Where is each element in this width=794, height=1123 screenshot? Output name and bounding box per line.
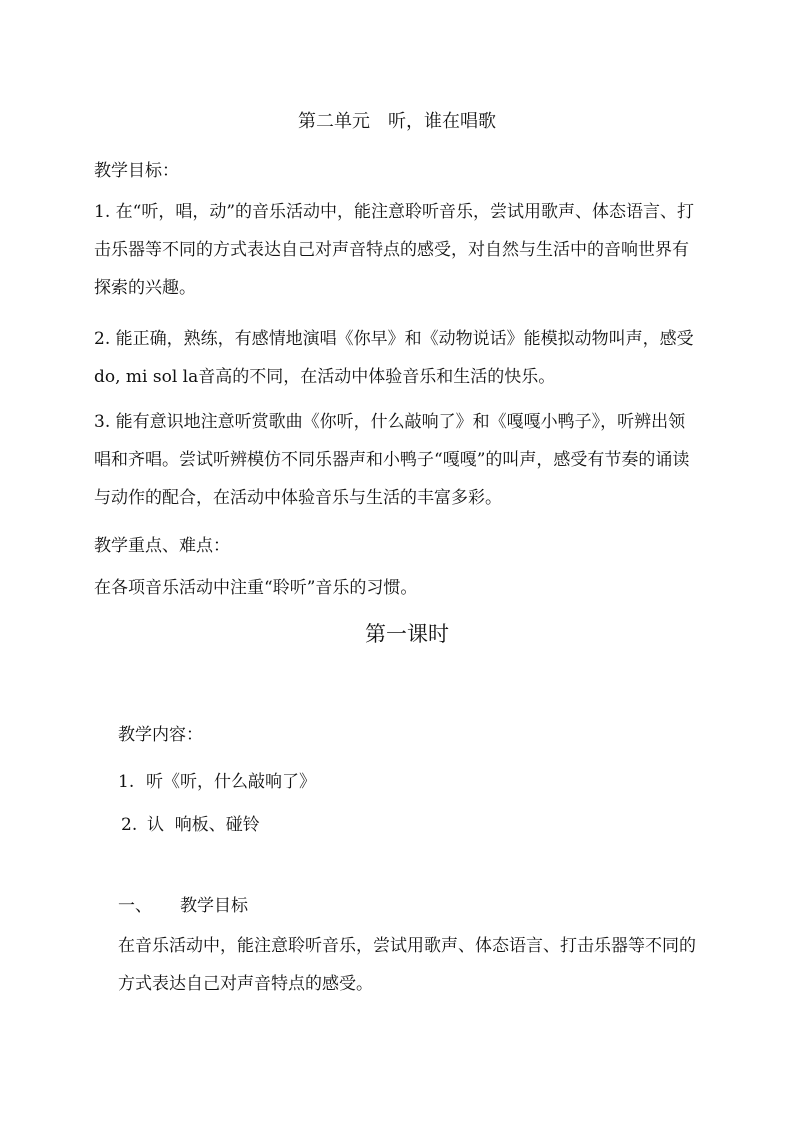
content-item-1 <box>118 771 316 793</box>
objectives-heading: 教学目标： <box>94 161 179 181</box>
lesson-title: 第一课时 <box>365 622 449 646</box>
content-item-number: 2. <box>121 815 138 835</box>
content-item-2 <box>121 814 260 836</box>
section-one-text: 在音乐活动中，能注意聆听音乐，尝试用歌声、体态语言、打击乐器等不同的方式表达自己对声音特点的感受。 <box>118 936 696 994</box>
key-points-text: 在各项音乐活动中注重“聆听”音乐的习惯。 <box>94 578 418 598</box>
objective-item-3: 3. 能有意识地注意听赏歌曲《你听，什么敲响了》和《嘎嘎小鸭子》，听辨出领唱和齐唱。尝试听辨模仿不同乐器声和小鸭子“嘎嘎”的叫声，感受有节奏的诵读与动作的配合，在活动中体验音乐与生活的丰富多彩。 <box>94 412 690 508</box>
key-points-heading: 教学重点、难点： <box>94 536 230 556</box>
content-item-text: 听《听，什么敲响了》 <box>146 772 316 792</box>
unit-title: 第二单元 听，谁在唱歌 <box>298 111 496 132</box>
content-heading: 教学内容： <box>118 725 203 745</box>
objective-item-1: 1. 在“听，唱，动”的音乐活动中，能注意聆听音乐，尝试用歌声、体态语言、打击乐器等不同的方式表达自己对声音特点的感受，对自然与生活中的音响世界有探索的兴趣。 <box>94 202 695 298</box>
objective-item-2: 2. 能正确，熟练，有感情地演唱《你早》和《动物说话》能模拟动物叫声，感受do, mi sol la音高的不同，在活动中体验音乐和生活的快乐。 <box>94 329 694 387</box>
content-item-number: 1. <box>118 772 135 792</box>
section-one-heading: 教学目标 <box>180 896 248 916</box>
content-item-text: 认 响板、碰铃 <box>147 815 260 835</box>
section-one-number: 一、 <box>118 896 152 916</box>
